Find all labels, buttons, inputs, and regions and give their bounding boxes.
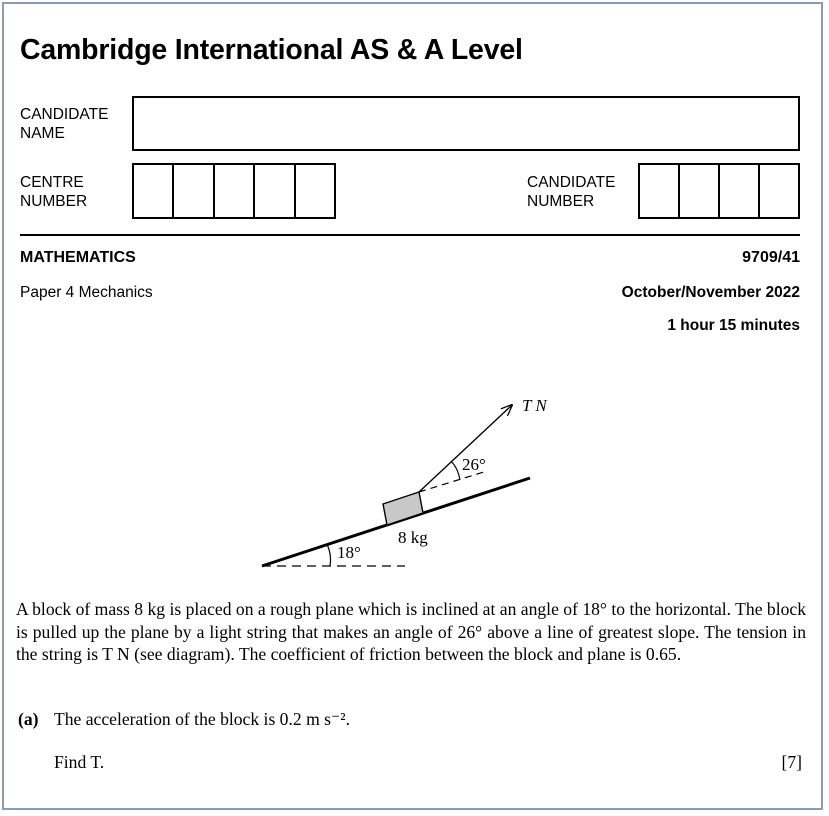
part-a-text: The acceleration of the block is 0.2 m s⁻². [54, 709, 350, 729]
incline-angle-arc [327, 544, 331, 566]
string-angle-arc [451, 461, 460, 480]
block [383, 492, 423, 525]
paper-code: 9709/41 [742, 249, 800, 266]
tension-label: T N [522, 396, 547, 415]
string-angle-label: 26° [462, 455, 486, 474]
exam-board-title: Cambridge International AS & A Level [20, 34, 523, 66]
exam-session: October/November 2022 [621, 284, 800, 301]
exam-duration: 1 hour 15 minutes [667, 317, 800, 334]
find-instruction: Find T. [54, 752, 105, 772]
candidate-name-label: CANDIDATE NAME [20, 106, 109, 142]
incline-angle-label: 18° [337, 543, 361, 562]
paper-name: Paper 4 Mechanics [20, 284, 153, 301]
centre-number-label: CENTRE NUMBER [20, 174, 88, 210]
subject-heading: MATHEMATICS [20, 249, 136, 266]
candidate-number-label: CANDIDATE NUMBER [527, 174, 616, 210]
slope-reference-line [419, 471, 487, 492]
tension-arrow [419, 405, 512, 492]
marks-allocation: [7] [781, 752, 802, 772]
part-a-label: (a) [18, 709, 39, 729]
mass-label: 8 kg [398, 528, 428, 547]
question-stem: A block of mass 8 kg is placed on a rough plane which is inclined at an angle of 18° to the horizontal. The block is pulled up the plane by a light string that makes an angle of 26° above a line of greatest slope. The tension in the string is T N (see diagram). The coefficient of friction between the block and plane is 0.65. [16, 599, 806, 665]
